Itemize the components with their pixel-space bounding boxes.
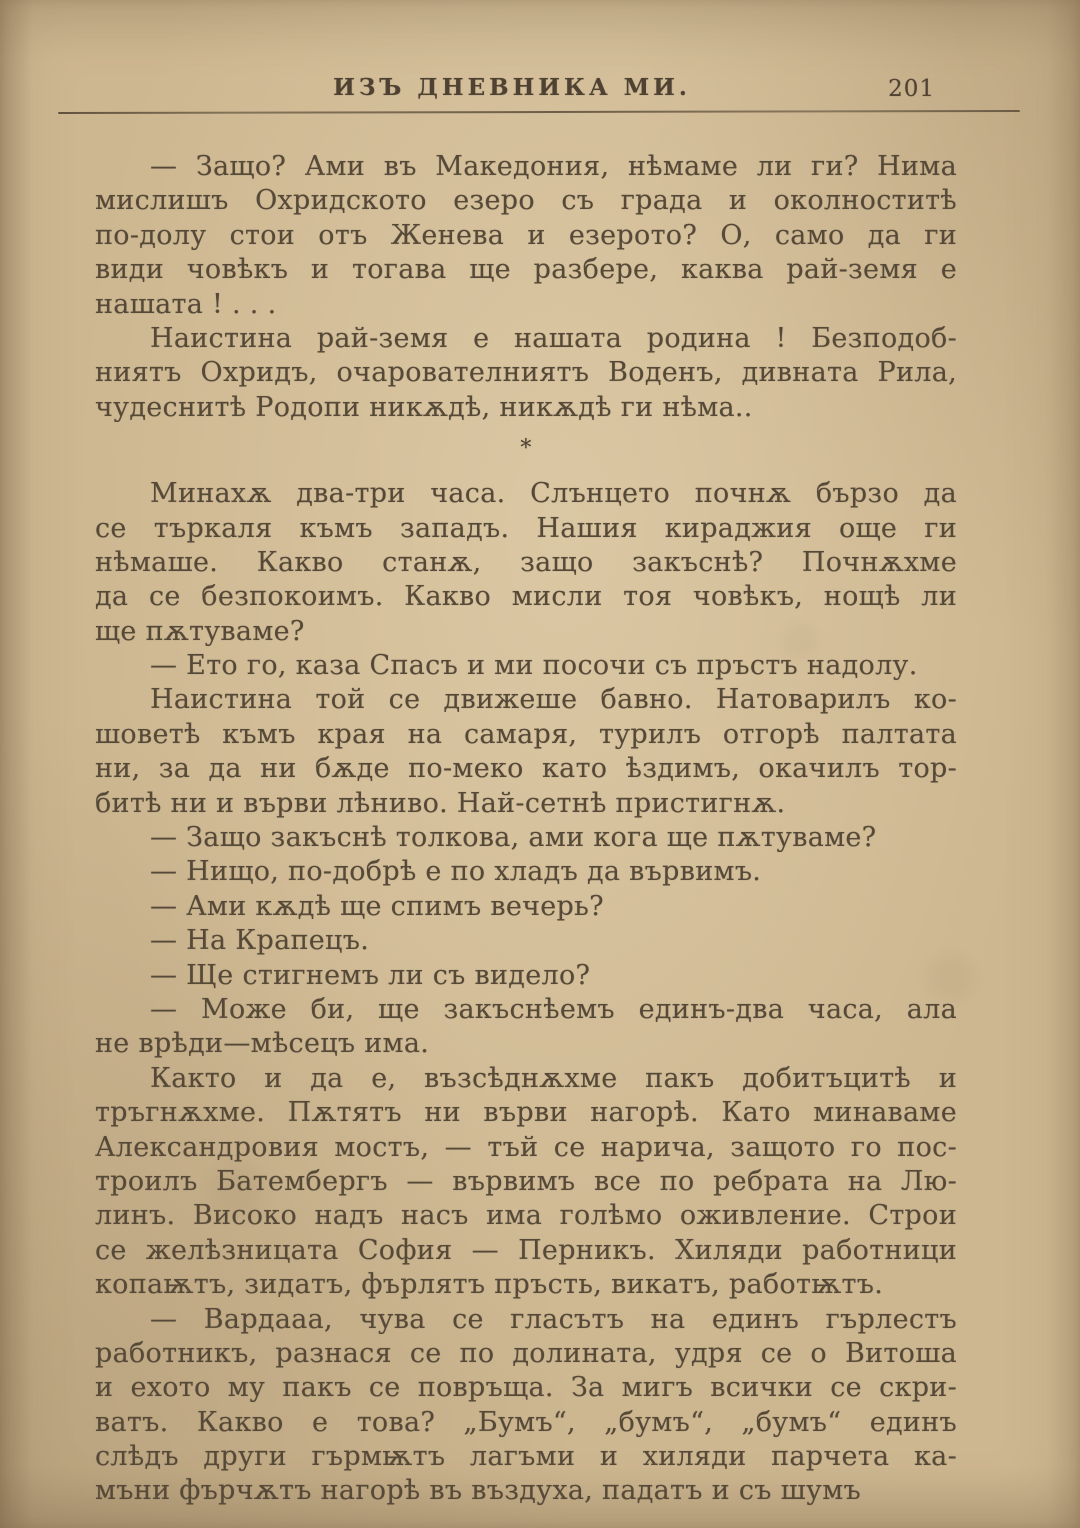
text-line: Наистина той се движеше бавно. Натоварилъ ко- (150, 684, 957, 716)
text-line: тръгнѫхме. Пѫтятъ ни върви нагорѣ. Като минаваме (95, 1097, 957, 1129)
text-line: се търкаля къмъ западъ. Нашия кираджия още ги (95, 512, 957, 544)
text-line: — Защо закъснѣ толкова, ами кога ще пѫтуваме? (150, 822, 877, 854)
text-line: нѣмаше. Какво станѫ, защо закъснѣ? Почнѫхме (95, 546, 957, 578)
running-title: ИЗЪ ДНЕВНИКА МИ. (333, 74, 691, 101)
text-line: ватъ. Какво е това? „Бумъ“, „бумъ“, „бумъ“ единъ (95, 1406, 957, 1438)
paragraph (95, 890, 957, 924)
text-line: линъ. Високо надъ насъ има голѣмо оживление. Строи (95, 1200, 957, 1232)
text-line: мъни фърчѫтъ нагорѣ въ въздуха, падатъ и съ шумъ (95, 1475, 861, 1507)
text-line: — Ами кѫдѣ ще спимъ вечерь? (150, 890, 604, 922)
text-line: се желѣзницата София — Перникъ. Хиляди работници (95, 1234, 957, 1266)
text-line: да се безпокоимъ. Какво мисли тоя човѣкъ, нощѣ ли (95, 581, 957, 613)
text-line: види човѣкъ и тогава ще разбере, каква рай-земя е (95, 254, 957, 286)
header-rule (58, 110, 1020, 114)
paragraph (95, 959, 957, 993)
text-line: — Ето го, каза Спасъ и ми посочи съ пръстъ надолу. (150, 650, 918, 682)
text-line: Минахѫ два-три часа. Слънцето почнѫ бързо да (150, 478, 957, 510)
text-line: троилъ Батембергъ — вървимъ все по ребрата на Лю- (95, 1165, 957, 1197)
paragraph (95, 1062, 957, 1303)
text-line: битѣ ни и върви лѣниво. Най-сетнѣ пристигнѫ. (95, 787, 786, 819)
paragraph (95, 477, 957, 649)
text-line: Наистина рай-земя е нашата родина ! Безподоб- (150, 322, 957, 354)
paragraph (95, 150, 957, 322)
text-line: ще пѫтуваме? (95, 615, 305, 647)
text-line: — Ще стигнемъ ли съ видело? (150, 959, 591, 991)
text-line: — Вардааа, чува се гласътъ на единъ гърлестъ (150, 1303, 957, 1335)
text-line: Александровия мостъ, — тъй се нарича, защото го пос- (95, 1131, 957, 1163)
text-line: и ехото му пакъ се повръща. За мигъ всички се скри- (95, 1372, 957, 1404)
text-line: работникъ, разнася се по долината, удря се о Витоша (95, 1337, 957, 1369)
text-line: шоветѣ къмъ края на самаря, турилъ отгорѣ палтата (95, 718, 957, 750)
paragraph (95, 993, 957, 1062)
paragraph (95, 821, 957, 855)
paragraph (95, 683, 957, 821)
paragraph (95, 1303, 957, 1509)
text-line: не врѣди—мѣсецъ има. (95, 1028, 430, 1060)
text-line: Както и да е, възсѣднѫхме пакъ добитъцитѣ и (150, 1062, 957, 1094)
text-line: — Защо? Ами въ Македония, нѣмаме ли ги? Нима (150, 151, 957, 182)
section-separator: * (520, 436, 532, 462)
text-line: нашата ! . . . (95, 288, 277, 320)
page-body-text (95, 150, 957, 1509)
text-line: по-долу стои отъ Женева и езерото? О, само да ги (95, 219, 957, 251)
text-line: ни, за да ни бѫде по-меко като ѣздимъ, окачилъ тор- (95, 753, 957, 785)
paragraph (95, 322, 957, 425)
text-line: чудеснитѣ Родопи никѫдѣ, никѫдѣ ги нѣма.. (95, 391, 753, 423)
paragraph (95, 924, 957, 958)
text-line: — Може би, ще закъснѣемъ единъ-два часа, ала (150, 993, 957, 1025)
text-line: ниятъ Охридъ, очарователниятъ Воденъ, дивната Рила, (95, 357, 957, 389)
text-line: — Нищо, по-добрѣ е по хладъ да вървимъ. (150, 856, 762, 888)
paragraph (95, 649, 957, 683)
text-line: копаѭтъ, зидатъ, фърлятъ пръсть, викатъ, работѭтъ. (95, 1269, 884, 1301)
text-line: — На Крапецъ. (150, 925, 370, 957)
text-line: слѣдъ други гърмѭтъ лагъми и хиляди парчета ка- (95, 1441, 957, 1473)
page-number: 201 (888, 76, 935, 102)
paragraph (95, 855, 957, 889)
text-line: мислишъ Охридското езеро съ града и околноститѣ (95, 185, 957, 217)
